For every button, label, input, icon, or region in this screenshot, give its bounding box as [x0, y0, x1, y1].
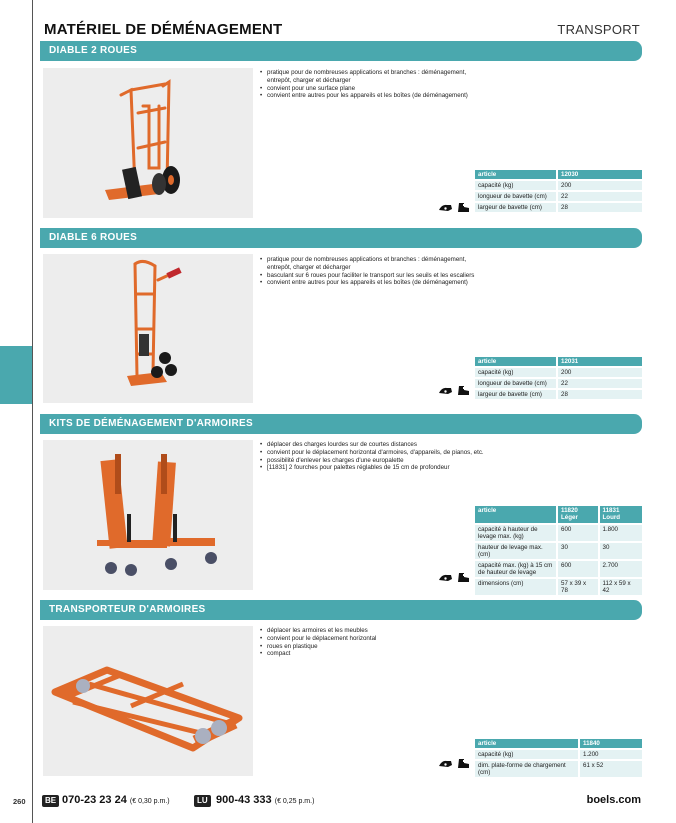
spec-table	[475, 506, 642, 595]
spec-header-cell: article	[475, 357, 557, 367]
spec-value: 28	[557, 389, 642, 399]
spec-header-row	[475, 739, 642, 749]
product-section-diable-2-roues	[40, 41, 642, 219]
page-footer	[0, 793, 676, 811]
spec-row	[475, 389, 642, 399]
person-icon	[455, 572, 470, 583]
spec-label: longueur de bavette (cm)	[475, 378, 557, 389]
spec-header-cell: article	[475, 506, 557, 524]
spec-label: dimensions (cm)	[475, 578, 557, 595]
spec-label: capacité (kg)	[475, 749, 579, 760]
person-icon	[455, 758, 470, 769]
product-section-diable-6-roues	[40, 228, 642, 406]
feature-list	[260, 256, 485, 287]
feature-item: • compact	[260, 650, 485, 658]
person-icon	[455, 385, 470, 396]
spec-header-row	[475, 170, 642, 180]
spec-table	[475, 357, 642, 399]
spec-label: capacité (kg)	[475, 367, 557, 378]
hand-truck-2-wheel-image	[43, 68, 253, 218]
furniture-mover-kit-image	[43, 440, 253, 590]
section-title: DIABLE 6 ROUES	[40, 228, 642, 248]
hand-trolley-icon	[438, 572, 453, 583]
spec-row	[475, 191, 642, 202]
hand-truck-6-wheel-image	[43, 254, 253, 403]
usage-icons	[438, 202, 470, 213]
spec-row	[475, 760, 642, 777]
product-photo	[43, 68, 253, 218]
spec-header-cell: 11820 Léger	[557, 506, 599, 524]
phone-lu-number: 900-43 333	[216, 794, 272, 806]
feature-item: • basculant sur 6 roues pour faciliter le transport sur les seuils et les escaliers	[260, 272, 485, 280]
section-title: KITS DE DÉMÉNAGEMENT D'ARMOIRES	[40, 414, 642, 434]
spec-label: capacité à hauteur de levage max. (kg)	[475, 524, 557, 542]
feature-item: • convient entre autres pour les appareils et les boîtes (de déménagement)	[260, 279, 485, 287]
spec-row	[475, 542, 642, 560]
product-section-kits-armoires	[40, 414, 642, 592]
spec-header-row	[475, 506, 642, 524]
usage-icons	[438, 758, 470, 769]
feature-item: • roues en plastique	[260, 643, 485, 651]
phone-lu-rate: (€ 0,25 p.m.)	[274, 798, 315, 805]
spec-header-cell: 11831 Lourd	[599, 506, 642, 524]
spec-row	[475, 367, 642, 378]
feature-item: • déplacer les armoires et les meubles	[260, 627, 485, 635]
feature-item: • pratique pour de nombreuses applications et branches : déménagement, entrepôt, charger et décharger	[260, 69, 485, 85]
country-badge-be: BE	[42, 795, 59, 807]
feature-item: • pratique pour de nombreuses applications et branches : déménagement, entrepôt, charger et décharger	[260, 256, 485, 272]
spec-header-cell: 11840	[579, 739, 642, 749]
spec-value: 61 x 52	[579, 760, 642, 777]
feature-item: • convient pour une surface plane	[260, 85, 485, 93]
phone-be[interactable]	[62, 794, 170, 806]
spec-label: hauteur de levage max. (cm)	[475, 542, 557, 560]
spec-label: dim. plate-forme de chargement (cm)	[475, 760, 579, 777]
feature-list	[260, 69, 485, 100]
hand-trolley-icon	[438, 758, 453, 769]
country-badge-lu: LU	[194, 795, 211, 807]
feature-list	[260, 627, 485, 658]
phone-lu[interactable]	[216, 794, 314, 806]
page-number: 260	[13, 797, 26, 806]
spec-row	[475, 749, 642, 760]
feature-item: • convient entre autres pour les appareils et les boîtes (de déménagement)	[260, 92, 485, 100]
product-section-transporteur-armoires	[40, 600, 642, 780]
person-icon	[455, 202, 470, 213]
spec-value: 200	[557, 180, 642, 191]
page-category: TRANSPORT	[557, 22, 640, 37]
spec-row	[475, 524, 642, 542]
feature-item: • déplacer des charges lourdes sur de courtes distances	[260, 441, 485, 449]
hand-trolley-icon	[438, 385, 453, 396]
spec-row	[475, 202, 642, 212]
spec-row	[475, 180, 642, 191]
spec-label: capacité (kg)	[475, 180, 557, 191]
furniture-dolly-image	[43, 626, 253, 776]
spec-label: capacité max. (kg) à 15 cm de hauteur de levage	[475, 560, 557, 578]
spec-table	[475, 739, 642, 777]
feature-list	[260, 441, 485, 472]
spec-value: 1.200	[579, 749, 642, 760]
spec-header-row	[475, 357, 642, 367]
chapter-tab	[0, 346, 32, 404]
spec-value: 600	[557, 560, 599, 578]
spec-row	[475, 378, 642, 389]
spec-header-cell: 12030	[557, 170, 642, 180]
spec-value: 2.700	[599, 560, 642, 578]
phone-be-number: 070-23 23 24	[62, 794, 127, 806]
section-title: TRANSPORTEUR D'ARMOIRES	[40, 600, 642, 620]
spec-value: 1.800	[599, 524, 642, 542]
spec-value: 30	[599, 542, 642, 560]
usage-icons	[438, 572, 470, 583]
spec-header-cell: 12031	[557, 357, 642, 367]
spec-value: 28	[557, 202, 642, 212]
spec-label: longueur de bavette (cm)	[475, 191, 557, 202]
product-photo	[43, 254, 253, 403]
spec-value: 112 x 59 x 42	[599, 578, 642, 595]
spec-label: largeur de bavette (cm)	[475, 202, 557, 212]
feature-item: • [11831] 2 fourches pour palettes réglables de 15 cm de profondeur	[260, 464, 485, 472]
spec-header-cell: article	[475, 739, 579, 749]
spec-value: 22	[557, 378, 642, 389]
feature-item: • convient pour le déplacement horizontal d'armoires, d'appareils, de pianos, etc.	[260, 449, 485, 457]
product-photo	[43, 440, 253, 590]
phone-be-rate: (€ 0,30 p.m.)	[129, 798, 170, 805]
spec-table	[475, 170, 642, 212]
page-title: MATÉRIEL DE DÉMÉNAGEMENT	[44, 21, 283, 38]
page-margin-line	[32, 0, 33, 823]
feature-item: • possibilité d'enlever les charges d'une europalette	[260, 457, 485, 465]
spec-value: 30	[557, 542, 599, 560]
section-title: DIABLE 2 ROUES	[40, 41, 642, 61]
spec-value: 22	[557, 191, 642, 202]
spec-row	[475, 578, 642, 595]
hand-trolley-icon	[438, 202, 453, 213]
feature-item: • convient pour le déplacement horizontal	[260, 635, 485, 643]
spec-value: 200	[557, 367, 642, 378]
spec-label: largeur de bavette (cm)	[475, 389, 557, 399]
product-photo	[43, 626, 253, 776]
spec-row	[475, 560, 642, 578]
spec-value: 57 x 39 x 78	[557, 578, 599, 595]
usage-icons	[438, 385, 470, 396]
website-link[interactable]: boels.com	[586, 794, 641, 806]
spec-value: 600	[557, 524, 599, 542]
spec-header-cell: article	[475, 170, 557, 180]
